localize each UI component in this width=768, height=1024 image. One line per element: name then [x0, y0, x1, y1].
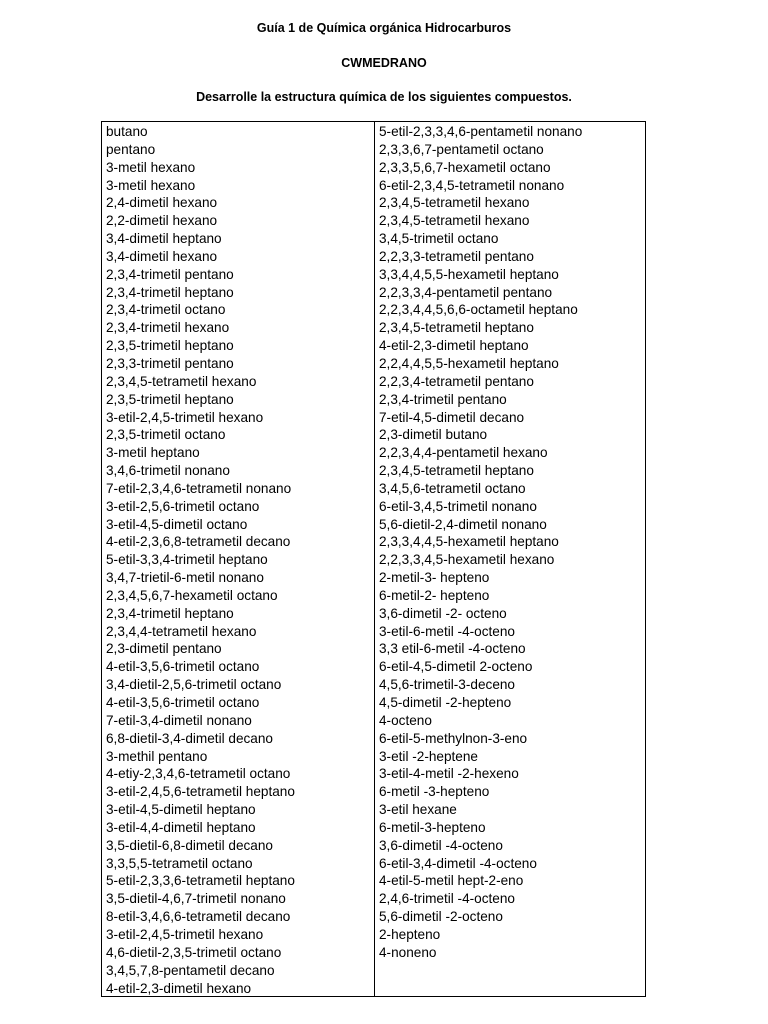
compound-name: 7-etil-3,4-dimetil nonano: [106, 712, 252, 728]
compound-name: 3-etil-4,5-dimetil octano: [106, 516, 248, 532]
compound-name: 2,3-dimetil butano: [379, 427, 488, 443]
compound-name: 3-etil-2,4,5-trimetil hexano: [106, 926, 264, 942]
compound-name: 6-etil-3,4,5-trimetil nonano: [379, 498, 537, 514]
compound-name: 4,5-dimetil -2-hepteno: [379, 695, 512, 710]
compound-name: 2,3,4-trimetil heptano: [106, 605, 234, 621]
compound-name: 3-etil-6-metil -4-octeno: [379, 623, 515, 639]
compound-name: 3-etil hexane: [379, 802, 457, 818]
compound-name: 3-etil-4,5-dimetil heptano: [106, 802, 256, 818]
compound-name: 3-etil-2,4,5-trimetil hexano: [106, 409, 264, 425]
compound-name: 2,3,4,5-tetrametil hexano: [106, 373, 257, 389]
compound-name: 2,3,3,5,6,7-hexametil octano: [379, 159, 551, 175]
compound-name: 6-metil-3-hepteno: [379, 819, 486, 835]
compound-name: 4-etiy-2,3,4,6-tetrametil octano: [106, 766, 291, 782]
compound-name: 2,3-dimetil pentano: [106, 641, 222, 657]
compound-name: 5-etil-2,3,3,6-tetrametil heptano: [106, 873, 295, 889]
compound-name: 2,2,3,3,4,5-hexametil hexano: [379, 552, 555, 568]
compound-name: 3,3,4,4,5,5-hexametil heptano: [379, 266, 559, 282]
compound-name: 2,3,4,4-tetrametil hexano: [106, 623, 257, 639]
compound-column-left: [102, 122, 375, 996]
compound-name: 4-etil-3,5,6-trimetil octano: [106, 659, 260, 675]
compound-name: 3,6-dimetil -2- octeno: [379, 605, 507, 621]
compound-name: 2,2,4,4,5,5-hexametil heptano: [379, 355, 559, 371]
compound-name: 6-metil -3-hepteno: [379, 784, 490, 800]
compound-name: 3,6-dimetil -4-octeno: [379, 837, 503, 853]
compound-name: 4-etil-2,3,6,8-tetrametil decano: [106, 534, 291, 550]
compound-name: 7-etil-4,5-dimetil decano: [379, 409, 525, 425]
compound-name: 2,3,4-trimetil pentano: [106, 266, 234, 282]
compound-name: 2,3,3-trimetil pentano: [106, 355, 234, 371]
compound-name: 2,3,4-trimetil hexano: [106, 320, 230, 336]
compound-name: 4-etil-2,3-dimetil hexano: [106, 980, 252, 996]
compound-name: 6-etil-3,4-dimetil -4-octeno: [379, 855, 537, 871]
compound-name: 2,3,4-trimetil pentano: [379, 391, 507, 407]
compound-name: 4-noneno: [379, 944, 437, 960]
compound-name: 2,3,4-trimetil octano: [106, 302, 226, 318]
compound-name: 6,8-dietil-3,4-dimetil decano: [106, 730, 273, 746]
compound-name: 3,5-dietil-4,6,7-trimetil nonano: [106, 891, 286, 907]
compound-name: 3,3,5,5-tetrametil octano: [106, 855, 253, 871]
author-name: CWMEDRANO: [341, 56, 427, 70]
compound-name: 6-etil-4,5-dimetil 2-octeno: [379, 659, 533, 675]
compound-name: 8-etil-3,4,6,6-tetrametil decano: [106, 909, 291, 925]
page-title: Guía 1 de Química orgánica Hidrocarburos: [256, 21, 512, 35]
compound-name: 3,4,5,6-tetrametil octano: [379, 480, 526, 496]
compound-name: 4-octeno: [379, 712, 432, 728]
compound-name: 4,5,6-trimetil-3-deceno: [379, 677, 515, 693]
compound-name: 2,3,4,5-tetrametil hexano: [379, 195, 530, 211]
compound-name: 2-hepteno: [379, 926, 441, 942]
compound-name: 2,2,3,3,4-pentametil pentano: [379, 284, 553, 300]
compound-name: 3-metil hexano: [106, 159, 196, 175]
compound-name: 3,4,7-trietil-6-metil nonano: [106, 570, 264, 586]
compound-name: 5,6-dimetil -2-octeno: [379, 909, 503, 925]
compound-name: 3-etil-2,5,6-trimetil octano: [106, 498, 260, 514]
compound-name: 4,6-dietil-2,3,5-trimetil octano: [106, 944, 282, 960]
compound-name: 5-etil-2,3,3,4,6-pentametil nonano: [379, 124, 583, 139]
compound-name: 3-metil hexano: [106, 177, 196, 193]
compound-name: 3,4-dimetil heptano: [106, 231, 222, 247]
compound-name: butano: [106, 124, 148, 139]
compound-name: 2,2,3,4,4-pentametil hexano: [379, 445, 548, 461]
compound-name: 4-etil-2,3-dimetil heptano: [379, 338, 529, 354]
compound-name: 3,4,5,7,8-pentametil decano: [106, 962, 275, 978]
compound-name: 3,3 etil-6-metil -4-octeno: [379, 641, 526, 657]
compound-name: 3,4,5-trimetil octano: [379, 231, 499, 247]
compound-name: pentano: [106, 141, 156, 157]
compound-name: 2,2,3,4-tetrametil pentano: [379, 373, 534, 389]
compound-name: 6-metil-2- hepteno: [379, 587, 490, 603]
compound-name: 3,4,6-trimetil nonano: [106, 463, 230, 479]
compound-name: 3,4-dietil-2,5,6-trimetil octano: [106, 677, 282, 693]
compound-name: 6-etil-5-methylnon-3-eno: [379, 730, 528, 746]
compound-name: 3-etil -2-heptene: [379, 748, 478, 764]
compound-name: 2,4-dimetil hexano: [106, 195, 218, 211]
compound-name: 2,3,4,5-tetrametil heptano: [379, 320, 534, 336]
compound-name: 2,3,3,6,7-pentametil octano: [379, 141, 544, 157]
compound-table: [101, 121, 646, 997]
compound-name: 3-etil-4-metil -2-hexeno: [379, 766, 519, 782]
compound-name: 2,2,3,3-tetrametil pentano: [379, 248, 534, 264]
compound-name: 5,6-dietil-2,4-dimetil nonano: [379, 516, 547, 532]
compound-name: 2,2,3,4,4,5,6,6-octametil heptano: [379, 302, 578, 318]
instruction-text: Desarrolle la estructura química de los siguientes compuestos.: [196, 90, 572, 104]
compound-name: 3,4-dimetil hexano: [106, 248, 218, 264]
compound-name: 2,2-dimetil hexano: [106, 213, 218, 229]
compound-name: 2,3,4-trimetil heptano: [106, 284, 234, 300]
compound-name: 3-etil-2,4,5,6-tetrametil heptano: [106, 784, 295, 800]
compound-name: 2,3,5-trimetil heptano: [106, 338, 234, 354]
compound-name: 2,3,3,4,4,5-hexametil heptano: [379, 534, 559, 550]
compound-name: 2,4,6-trimetil -4-octeno: [379, 891, 515, 907]
compound-name: 4-etil-3,5,6-trimetil octano: [106, 695, 260, 710]
compound-name: 3,5-dietil-6,8-dimetil decano: [106, 837, 273, 853]
compound-name: 3-methil pentano: [106, 748, 208, 764]
compound-name: 3-etil-4,4-dimetil heptano: [106, 819, 256, 835]
compound-name: 2,3,5-trimetil octano: [106, 427, 226, 443]
compound-name: 2,3,4,5-tetrametil heptano: [379, 463, 534, 479]
compound-name: 3-metil heptano: [106, 445, 200, 461]
compound-column-right: [375, 122, 645, 996]
compound-name: 6-etil-2,3,4,5-tetrametil nonano: [379, 177, 565, 193]
compound-name: 5-etil-3,3,4-trimetil heptano: [106, 552, 268, 568]
compound-name: 4-etil-5-metil hept-2-eno: [379, 873, 524, 889]
compound-name: 7-etil-2,3,4,6-tetrametil nonano: [106, 480, 292, 496]
compound-name: 2-metil-3- hepteno: [379, 570, 490, 586]
compound-name: 2,3,4,5-tetrametil hexano: [379, 213, 530, 229]
compound-name: 2,3,4,5,6,7-hexametil octano: [106, 587, 278, 603]
compound-name: 2,3,5-trimetil heptano: [106, 391, 234, 407]
